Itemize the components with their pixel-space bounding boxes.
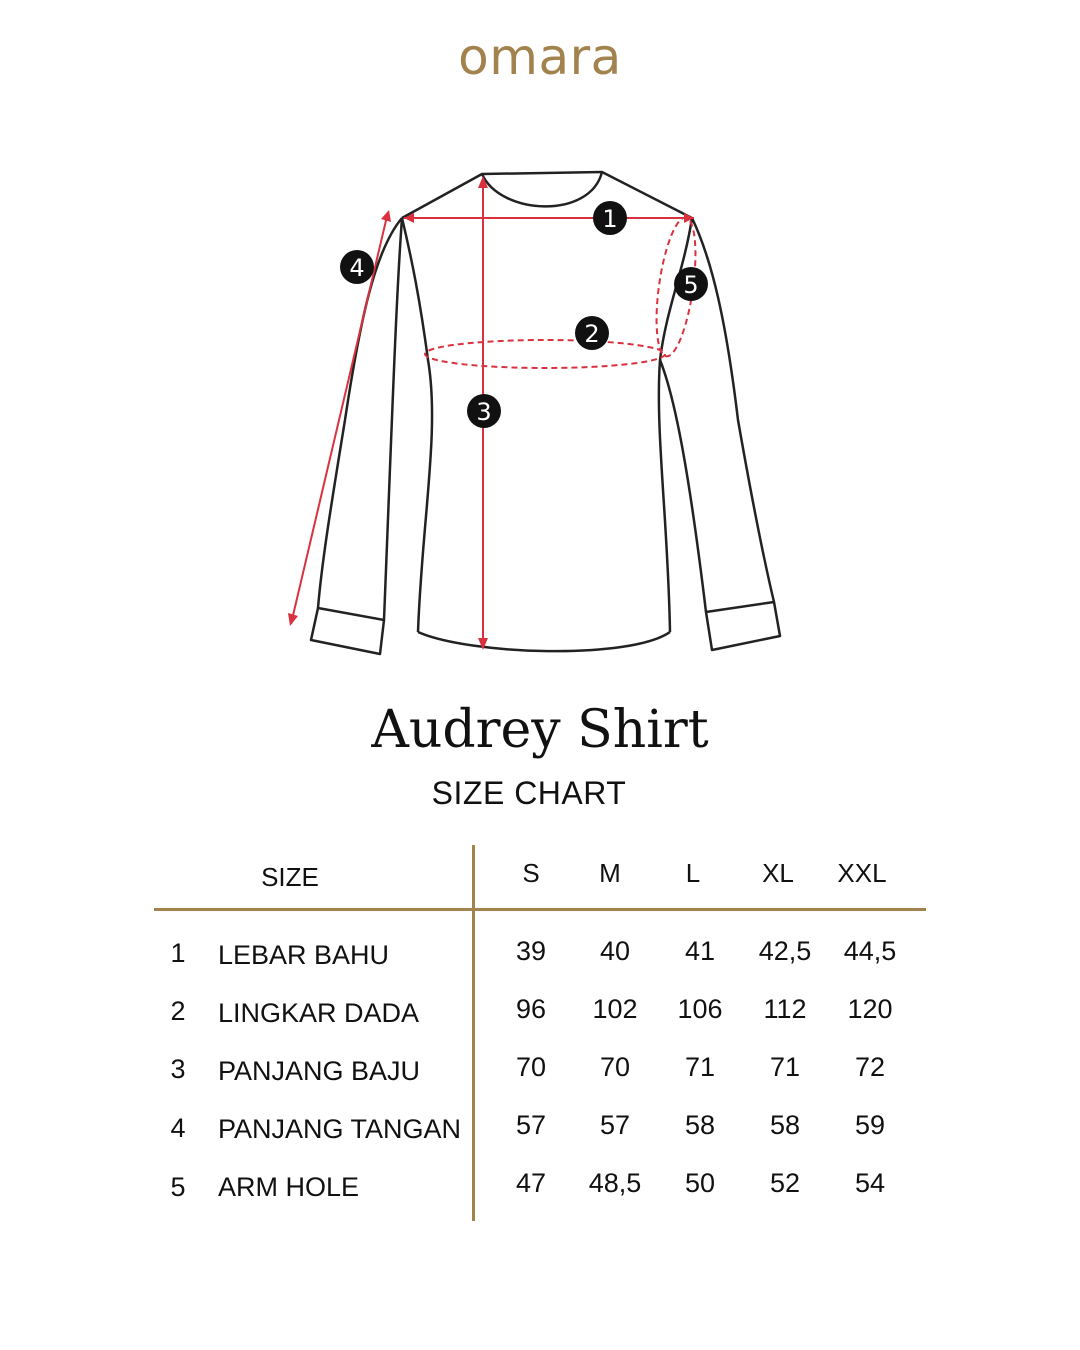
svg-text:5: 5 [683,271,699,299]
cell-value: 71 [769,1052,801,1082]
cell-value: 102 [592,994,638,1024]
size-chart-table [0,840,1080,1230]
cell-value: 57 [515,1110,547,1140]
size-header-l: L [685,858,701,888]
svg-text:1: 1 [602,205,618,233]
row-label: PANJANG BAJU [218,1056,421,1086]
row-label: LINGKAR DADA [218,998,420,1028]
cell-value: 54 [854,1168,886,1198]
row-number: 4 [170,1113,186,1143]
row-number: 3 [170,1054,186,1084]
row-number: 5 [170,1172,186,1202]
cell-value: 112 [763,994,807,1024]
cell-value: 52 [769,1168,801,1198]
cell-value: 96 [515,994,547,1024]
cell-value: 58 [684,1110,716,1140]
row-label: LEBAR BAHU [218,940,390,970]
size-header-xxl: XXL [837,858,887,888]
cell-value: 57 [599,1110,631,1140]
svg-text:4: 4 [349,254,365,282]
size-chart-subtitle: SIZE CHART [431,775,627,811]
brand-logo: omara [458,28,622,86]
size-header-xl: XL [762,858,794,888]
cell-value: 70 [599,1052,631,1082]
marker-4 [340,250,374,284]
row-label: PANJANG TANGAN [218,1114,462,1144]
size-header-s: S [522,858,540,888]
row-label: ARM HOLE [218,1172,360,1202]
cell-value: 50 [684,1168,716,1198]
sleeve-length-line [291,212,388,624]
marker-3 [467,394,501,428]
marker-1 [593,201,627,235]
row-number: 2 [170,996,186,1026]
marker-2 [575,316,609,350]
size-header-m: M [599,858,621,888]
cell-value: 40 [599,936,631,966]
shirt-measurement-diagram [0,140,1080,680]
cell-value: 106 [677,994,723,1024]
svg-text:3: 3 [476,398,492,426]
cell-value: 71 [684,1052,716,1082]
cell-value: 47 [515,1168,547,1198]
marker-5 [674,267,708,301]
row-number: 1 [170,938,186,968]
cell-value: 48,5 [588,1168,642,1198]
cell-value: 120 [847,994,893,1024]
product-title: Audrey Shirt [371,700,709,760]
cell-value: 42,5 [758,936,812,966]
cell-value: 72 [854,1052,886,1082]
svg-text:2: 2 [584,320,600,348]
cell-value: 58 [769,1110,801,1140]
header-divider [154,908,926,911]
cell-value: 39 [515,936,547,966]
cell-value: 70 [515,1052,547,1082]
cell-value: 44,5 [843,936,897,966]
size-column-header: SIZE [261,862,319,892]
cell-value: 41 [684,936,716,966]
column-divider [472,845,475,1221]
cell-value: 59 [854,1110,886,1140]
chest-circumference-line [425,340,665,368]
